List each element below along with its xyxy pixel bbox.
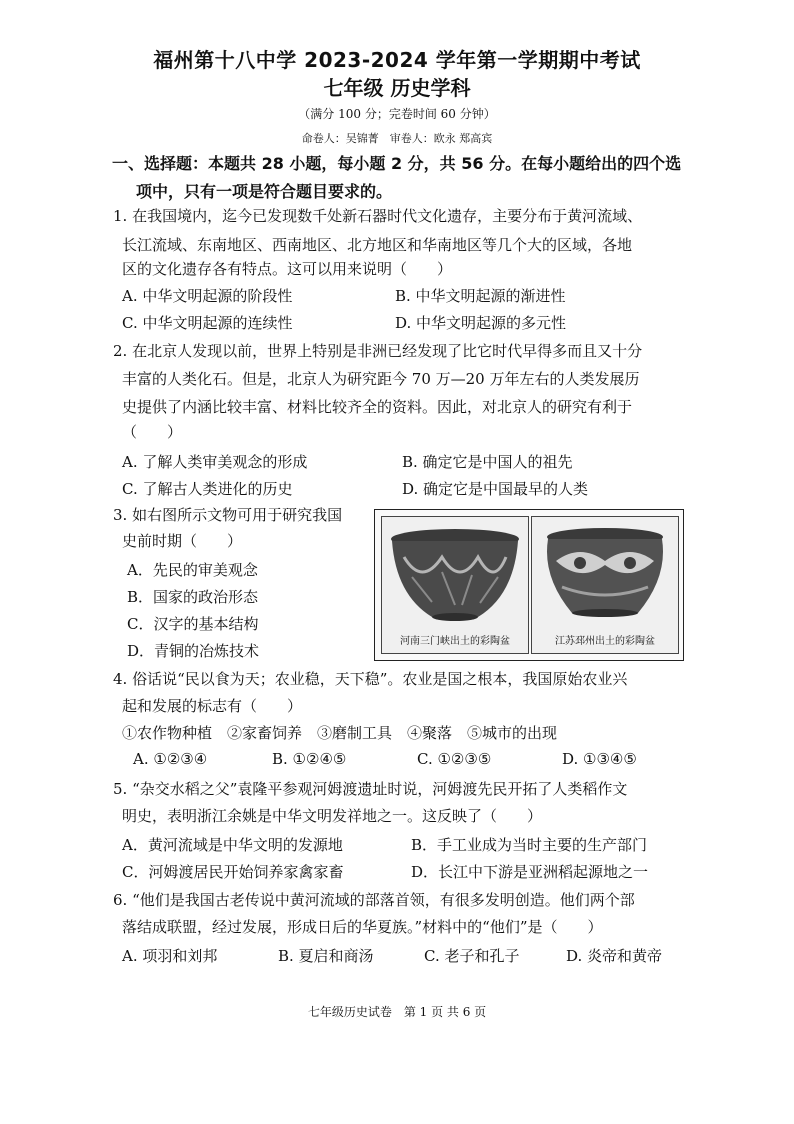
q1-option-d: D. 中华文明起源的多元性 bbox=[395, 314, 567, 332]
q5-text-line: 5. “杂交水稻之父”袁隆平参观河姆渡遗址时说，河姆渡先民开拓了人类稻作文 bbox=[113, 780, 628, 798]
pottery-image-pizhou bbox=[531, 516, 679, 654]
page-footer: 七年级历史试卷 第 1 页 共 6 页 bbox=[307, 1005, 487, 1019]
q2-text-line: 2. 在北京人发现以前，世界上特别是非洲已经发现了比它时代早得多而且又十分 bbox=[113, 342, 643, 360]
q6-text-line: 落结成联盟，经过发展，形成日后的华夏族。”材料中的“他们”是（ ） bbox=[122, 918, 603, 936]
pottery-caption-sanmenxia: 河南三门峡出土的彩陶盆 bbox=[400, 636, 510, 647]
q1-option-c: C. 中华文明起源的连续性 bbox=[122, 314, 293, 332]
q5-option-d: D．长江中下游是亚洲稻起源地之一 bbox=[411, 863, 649, 881]
exam-subtitle: 七年级 历史学科 bbox=[323, 76, 471, 100]
q3-text-line: 史前时期（ ） bbox=[122, 532, 243, 550]
q1-text-line: 长江流域、东南地区、西南地区、北方地区和华南地区等几个大的区域，各地 bbox=[122, 236, 633, 254]
q4-option-c: C. ①②③⑤ bbox=[417, 750, 492, 768]
q6-text-line: 6. “他们是我国古老传说中黄河流域的部落首领，有很多发明创造。他们两个部 bbox=[113, 891, 635, 909]
q3-option-b: B．国家的政治形态 bbox=[127, 588, 259, 606]
q4-option-b: B. ①②④⑤ bbox=[272, 750, 347, 768]
exam-info: （满分 100 分；完卷时间 60 分钟） bbox=[298, 107, 496, 121]
q2-option-b: B. 确定它是中国人的祖先 bbox=[402, 453, 573, 471]
q6-option-c: C. 老子和孔子 bbox=[424, 947, 520, 965]
q4-option-a: A. ①②③④ bbox=[133, 750, 208, 768]
q2-text-line: 史提供了内涵比较丰富、材料比较齐全的资料。因此，对北京人的研究有利于 bbox=[122, 398, 633, 416]
q1-text-line: 区的文化遗存各有特点。这可以用来说明（ ） bbox=[122, 260, 453, 278]
exam-title: 福州第十八中学 2023-2024 学年第一学期期中考试 bbox=[153, 48, 641, 72]
q5-text-line: 明史，表明浙江余姚是中华文明发祥地之一。这反映了（ ） bbox=[122, 807, 543, 825]
q5-option-c: C．河姆渡居民开始饲养家禽家畜 bbox=[122, 863, 344, 881]
q2-option-c: C. 了解古人类进化的历史 bbox=[122, 480, 293, 498]
section-heading-line2: 项中，只有一项是符合题目要求的。 bbox=[136, 182, 393, 201]
section-heading-line1: 一、选择题：本题共 28 小题，每小题 2 分，共 56 分。在每小题给出的四个选 bbox=[112, 154, 682, 173]
q3-option-c: C．汉字的基本结构 bbox=[127, 615, 259, 633]
q6-option-a: A. 项羽和刘邦 bbox=[122, 947, 218, 965]
q4-option-d: D. ①③④⑤ bbox=[562, 750, 637, 768]
q2-text-line: （ ） bbox=[122, 423, 183, 441]
pottery-caption-pizhou: 江苏邳州出土的彩陶盆 bbox=[555, 636, 655, 647]
q3-option-d: D．青铜的冶炼技术 bbox=[127, 642, 260, 660]
painted-pottery-figure bbox=[374, 509, 684, 661]
q5-option-a: A．黄河流域是中华文明的发源地 bbox=[122, 836, 343, 854]
q2-text-line: 丰富的人类化石。但是，北京人为研究距今 70 万—20 万年左右的人类发展历 bbox=[122, 370, 640, 388]
pottery-image-sanmenxia bbox=[381, 516, 529, 654]
q4-items: ①农作物种植 ②家畜饲养 ③磨制工具 ④聚落 ⑤城市的出现 bbox=[122, 724, 558, 742]
q1-text-line: 1. 在我国境内，迄今已发现数千处新石器时代文化遗存，主要分布于黄河流域、 bbox=[113, 207, 643, 225]
q2-option-a: A. 了解人类审美观念的形成 bbox=[122, 453, 308, 471]
q4-text-line: 4. 俗话说“民以食为天；农业稳，天下稳”。农业是国之根本，我国原始农业兴 bbox=[113, 670, 628, 688]
q6-option-d: D. 炎帝和黄帝 bbox=[566, 947, 663, 965]
q6-option-b: B. 夏启和商汤 bbox=[278, 947, 374, 965]
q5-option-b: B．手工业成为当时主要的生产部门 bbox=[411, 836, 648, 854]
exam-authors: 命卷人：吴锦菁 审卷人：欧永 郑高宾 bbox=[301, 132, 493, 145]
q2-option-d: D. 确定它是中国最早的人类 bbox=[402, 480, 589, 498]
q1-option-a: A. 中华文明起源的阶段性 bbox=[122, 287, 293, 305]
q3-option-a: A．先民的审美观念 bbox=[127, 561, 258, 579]
q3-text-line: 3. 如右图所示文物可用于研究我国 bbox=[113, 506, 343, 524]
q4-text-line: 起和发展的标志有（ ） bbox=[122, 697, 303, 715]
q1-option-b: B. 中华文明起源的渐进性 bbox=[395, 287, 566, 305]
